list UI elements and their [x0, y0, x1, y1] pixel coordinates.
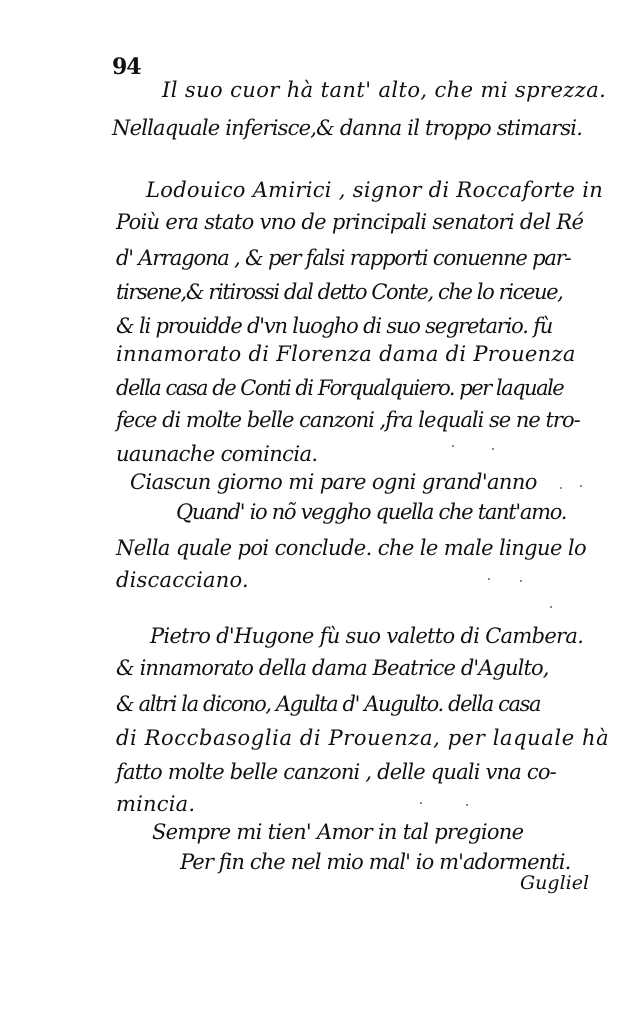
- text-line: uaunache comincia.: [116, 442, 318, 466]
- verse-line: Ciascun giorno mi pare ogni grand'anno: [130, 470, 537, 494]
- text-line: Nella quale poi conclude. che le male lingue lo: [116, 536, 587, 560]
- text-line: Pietro d'Hugone fù suo valetto di Cambera.: [150, 624, 584, 648]
- text-line: di Roccbasoglia di Prouenza, per laquale hà: [116, 726, 610, 750]
- text-line: Poiù era stato vno de principali senatori del Ré: [116, 210, 584, 234]
- text-line: & li prouidde d'vn luogho di suo segretario. fù: [116, 314, 553, 338]
- text-line: fatto molte belle canzoni , delle quali vna co-: [116, 760, 556, 784]
- ink-speck: [492, 448, 494, 450]
- ink-speck: [550, 606, 552, 608]
- text-line: & innamorato della dama Beatrice d'Agulto,: [116, 656, 549, 680]
- text-line: discacciano.: [116, 568, 249, 592]
- ink-speck: [420, 802, 422, 804]
- text-line: innamorato di Florenza dama di Prouenza: [116, 342, 576, 366]
- text-line: fece di molte belle canzoni ,fra lequali se ne tro-: [116, 408, 580, 432]
- page-number: 94: [112, 54, 141, 80]
- text-line: della casa de Conti di Forqualquiero. per laquale: [116, 376, 564, 400]
- verse-line: Sempre mi tien' Amor in tal pregione: [152, 820, 524, 844]
- ink-speck: [452, 445, 454, 447]
- text-line: & altri la dicono, Agulta d' Augulto. della casa: [116, 692, 541, 716]
- ink-speck: [580, 485, 582, 487]
- text-line: d' Arragona , & per falsi rapporti conuenne par-: [116, 246, 571, 270]
- ink-speck: [488, 578, 490, 580]
- text-line: tirsene,& ritirossi dal detto Conte, che lo riceue,: [116, 280, 563, 304]
- verse-line: Il suo cuor hà tant' alto, che mi sprezza.: [162, 78, 607, 102]
- verse-line: Quand' io nõ veggho quella che tant'amo.: [176, 500, 567, 524]
- text-line: mincia.: [116, 792, 196, 816]
- ink-speck: [560, 487, 562, 489]
- ink-speck: [520, 580, 522, 582]
- text-line: Nellaquale inferisce,& danna il troppo stimarsi.: [112, 116, 583, 140]
- ink-speck: [466, 804, 468, 806]
- catchword: Gugliel: [520, 872, 590, 894]
- text-line: Lodouico Amirici , signor di Roccaforte in: [146, 178, 604, 202]
- verse-line: Per fin che nel mio mal' io m'adormenti.: [180, 850, 571, 874]
